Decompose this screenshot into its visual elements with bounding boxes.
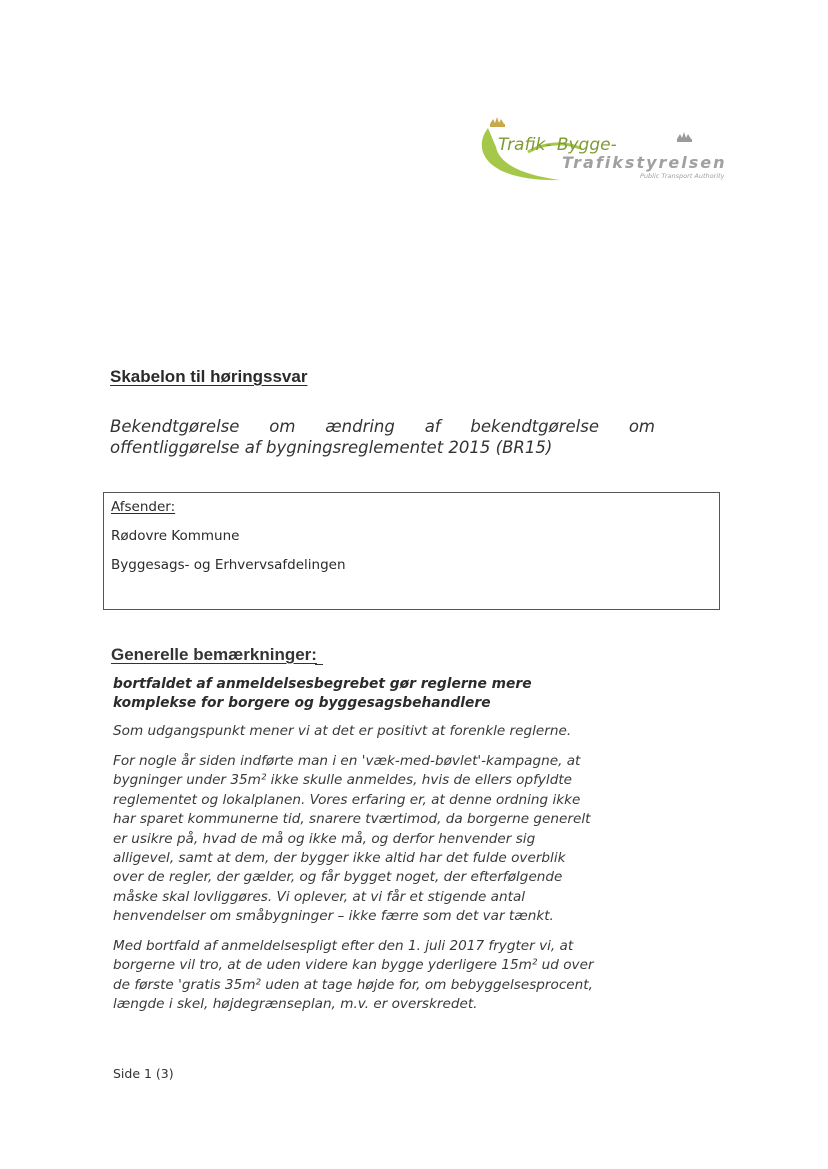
subject-word: ændring — [325, 417, 395, 436]
section-heading — [111, 645, 317, 665]
paragraph-line: de første 'gratis 35m² uden at tage højde for, om bebyggelsesprocent, — [113, 976, 593, 993]
paragraph-line: måske skal lovliggøres. Vi oplever, at vi får et stigende antal — [113, 888, 526, 905]
document-subject — [110, 416, 655, 458]
paragraph-line: henvendelser om småbygninger – ikke færre som det var tænkt. — [113, 908, 554, 925]
agency-logo — [470, 112, 790, 192]
subject-word: Bekendtgørelse — [110, 417, 240, 436]
subject-word: om — [269, 417, 296, 436]
paragraph-line: længde i skel, højdegrænseplan, m.v. er overskredet. — [113, 996, 478, 1013]
paragraph-concern — [113, 937, 613, 1015]
sender-label: Afsender: — [111, 499, 176, 515]
subject-word: af — [424, 417, 441, 436]
crown-icon — [677, 132, 692, 142]
sender-name: Rødovre Kommune — [111, 528, 240, 544]
paragraph-line: over de regler, der gælder, og får bygget noget, der efterfølgende — [113, 869, 563, 886]
logo-text-b: Trafikstyrelsen — [562, 153, 727, 172]
paragraph-line: For nogle år siden indførte man i en 'væk-med-bøvlet'-kampagne, at — [113, 753, 581, 769]
logo-text-a: Trafik- Bygge- — [498, 135, 617, 155]
subject-word: om — [628, 417, 655, 436]
page-number: Side 1 (3) — [113, 1066, 174, 1081]
logo-text-c: Public Transport Authority — [640, 172, 725, 180]
paragraph-line: borgerne vil tro, at de uden videre kan bygge yderligere 15m² ud over — [113, 957, 594, 974]
paragraph-line: bygninger under 35m² ikke skulle anmeldes, hvis de ellers opfyldte — [113, 772, 573, 789]
section-heading-text: Generelle bemærkninger: — [111, 645, 317, 664]
document-title: Skabelon til høringssvar — [110, 367, 308, 386]
sender-department: Byggesags- og Erhvervsafdelingen — [111, 557, 346, 573]
paragraph-intro: Som udgangspunkt mener vi at det er positivt at forenkle reglerne. — [113, 723, 572, 739]
sender-box — [103, 492, 720, 610]
paragraph-line: er usikre på, hvad de må og ikke må, og derfor henvender sig — [113, 830, 536, 847]
paragraph-line: reglementet og lokalplanen. Vores erfaring er, at denne ordning ikke — [113, 791, 581, 808]
subject-word: bekendtgørelse — [470, 417, 599, 436]
subject-line-1 — [110, 416, 655, 437]
remark-title — [113, 675, 583, 713]
paragraph-experience — [113, 752, 613, 927]
paragraph-line: alligevel, samt at dem, der bygger ikke altid har det fulde overblik — [113, 850, 566, 867]
remark-title-line: bortfaldet af anmeldelsesbegrebet gør reglerne mere — [113, 676, 532, 692]
subject-line-2: offentliggørelse af bygningsreglementet 2015 (BR15) — [110, 438, 553, 457]
remark-title-line: komplekse for borgere og byggesagsbehandlere — [113, 695, 491, 711]
crown-icon — [490, 117, 505, 127]
paragraph-line: har sparet kommunerne tid, snarere tværtimod, da borgerne generelt — [113, 811, 591, 828]
paragraph-line: Med bortfald af anmeldelsespligt efter den 1. juli 2017 frygter vi, at — [113, 938, 574, 954]
